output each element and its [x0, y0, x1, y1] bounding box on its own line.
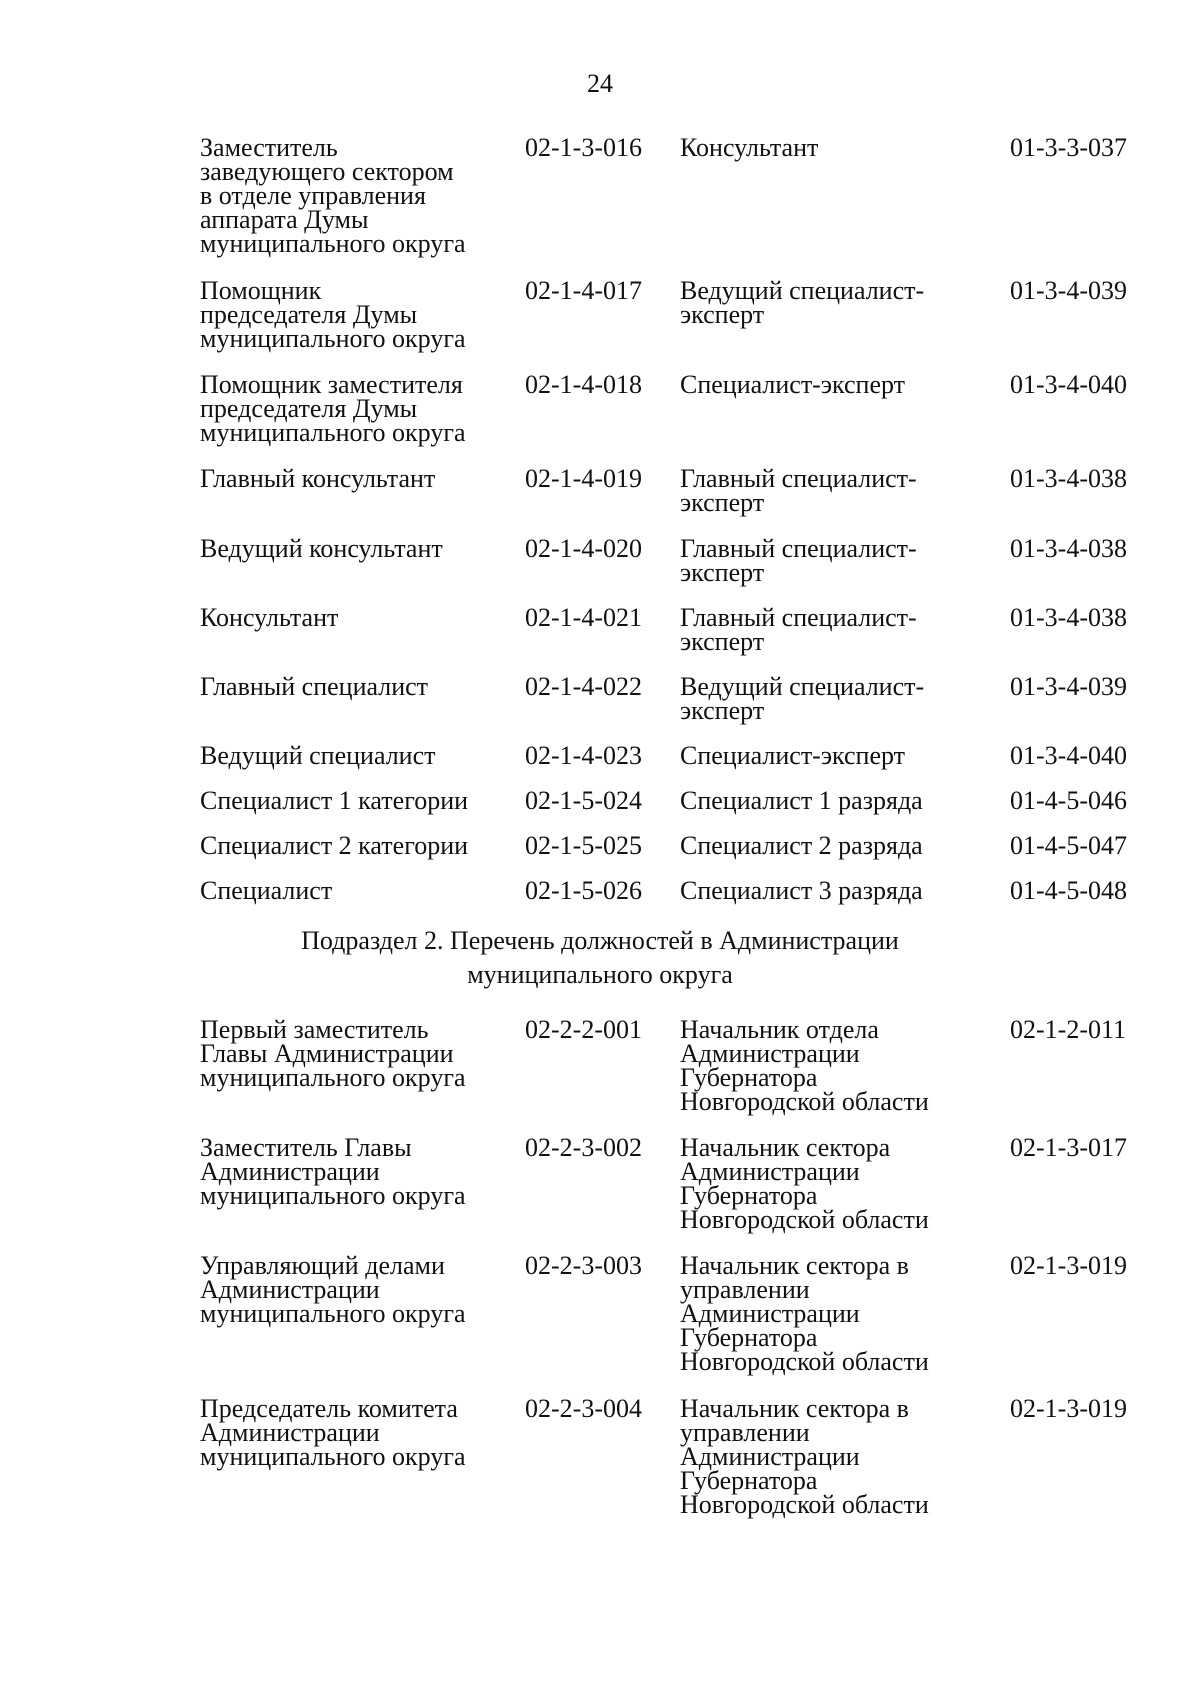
equivalent-code-cell: 01-3-4-038: [1010, 464, 1127, 493]
code-cell: 02-1-4-019: [525, 464, 642, 493]
position-cell: Специалист 1 категории: [200, 786, 469, 815]
position-cell: Заместитель Главы Администрации муниципального округа: [200, 1133, 466, 1210]
code-cell: 02-1-3-016: [525, 133, 642, 162]
position-cell: Специалист: [200, 876, 333, 905]
equivalent-cell: Главный специалист- эксперт: [680, 603, 917, 656]
position-cell: Ведущий специалист: [200, 741, 436, 770]
position-cell: Консультант: [200, 603, 339, 632]
equivalent-code-cell: 01-4-5-046: [1010, 786, 1127, 815]
code-cell: 02-1-4-023: [525, 741, 642, 770]
equivalent-cell: Ведущий специалист- эксперт: [680, 672, 925, 725]
code-cell: 02-2-3-003: [525, 1251, 642, 1280]
equivalent-cell: Специалист-эксперт: [680, 741, 905, 770]
equivalent-cell: Главный специалист- эксперт: [680, 534, 917, 587]
equivalent-code-cell: 02-1-3-019: [1010, 1251, 1127, 1280]
equivalent-code-cell: 01-3-4-040: [1010, 370, 1127, 399]
equivalent-cell: Специалист-эксперт: [680, 370, 905, 399]
equivalent-cell: Консультант: [680, 133, 819, 162]
equivalent-code-cell: 01-3-4-039: [1010, 672, 1127, 701]
subsection-heading-line2: муниципального округа: [467, 960, 733, 989]
equivalent-code-cell: 02-1-3-019: [1010, 1394, 1127, 1423]
equivalent-cell: Начальник сектора в управлении Администрации Губернатора Новгородской области: [680, 1251, 929, 1376]
code-cell: 02-1-4-022: [525, 672, 642, 701]
equivalent-code-cell: 01-3-4-038: [1010, 534, 1127, 563]
code-cell: 02-2-3-004: [525, 1394, 642, 1423]
code-cell: 02-1-5-025: [525, 831, 642, 860]
position-cell: Помощник председателя Думы муниципального округа: [200, 276, 466, 353]
equivalent-code-cell: 01-4-5-047: [1010, 831, 1127, 860]
position-cell: Специалист 2 категории: [200, 831, 469, 860]
equivalent-cell: Главный специалист- эксперт: [680, 464, 917, 517]
equivalent-cell: Начальник отдела Администрации Губернатора Новгородской области: [680, 1015, 929, 1116]
position-cell: Главный специалист: [200, 672, 429, 701]
equivalent-cell: Специалист 3 разряда: [680, 876, 923, 905]
code-cell: 02-1-4-020: [525, 534, 642, 563]
equivalent-code-cell: 02-1-3-017: [1010, 1133, 1127, 1162]
code-cell: 02-2-2-001: [525, 1015, 642, 1044]
equivalent-code-cell: 01-3-4-040: [1010, 741, 1127, 770]
equivalent-code-cell: 01-4-5-048: [1010, 876, 1127, 905]
equivalent-cell: Начальник сектора в управлении Администрации Губернатора Новгородской области: [680, 1394, 929, 1519]
equivalent-code-cell: 01-3-4-039: [1010, 276, 1127, 305]
position-cell: Главный консультант: [200, 464, 436, 493]
code-cell: 02-1-4-021: [525, 603, 642, 632]
position-cell: Заместитель заведующего сектором в отделе управления аппарата Думы муниципального округа: [200, 133, 466, 258]
equivalent-cell: Специалист 2 разряда: [680, 831, 923, 860]
code-cell: 02-1-5-024: [525, 786, 642, 815]
position-cell: Помощник заместителя председателя Думы муниципального округа: [200, 370, 466, 447]
position-cell: Ведущий консультант: [200, 534, 443, 563]
equivalent-cell: Ведущий специалист- эксперт: [680, 276, 925, 329]
code-cell: 02-2-3-002: [525, 1133, 642, 1162]
equivalent-code-cell: 01-3-4-038: [1010, 603, 1127, 632]
code-cell: 02-1-4-017: [525, 276, 642, 305]
subsection-heading-line1: Подраздел 2. Перечень должностей в Администрации: [301, 926, 899, 955]
equivalent-cell: Начальник сектора Администрации Губернатора Новгородской области: [680, 1133, 929, 1234]
position-cell: Председатель комитета Администрации муниципального округа: [200, 1394, 466, 1471]
page-number: 24: [587, 69, 613, 98]
equivalent-code-cell: 02-1-2-011: [1010, 1015, 1127, 1044]
code-cell: 02-1-5-026: [525, 876, 642, 905]
code-cell: 02-1-4-018: [525, 370, 642, 399]
position-cell: Управляющий делами Администрации муниципального округа: [200, 1251, 466, 1328]
equivalent-cell: Специалист 1 разряда: [680, 786, 923, 815]
equivalent-code-cell: 01-3-3-037: [1010, 133, 1127, 162]
position-cell: Первый заместитель Главы Администрации муниципального округа: [200, 1015, 466, 1092]
